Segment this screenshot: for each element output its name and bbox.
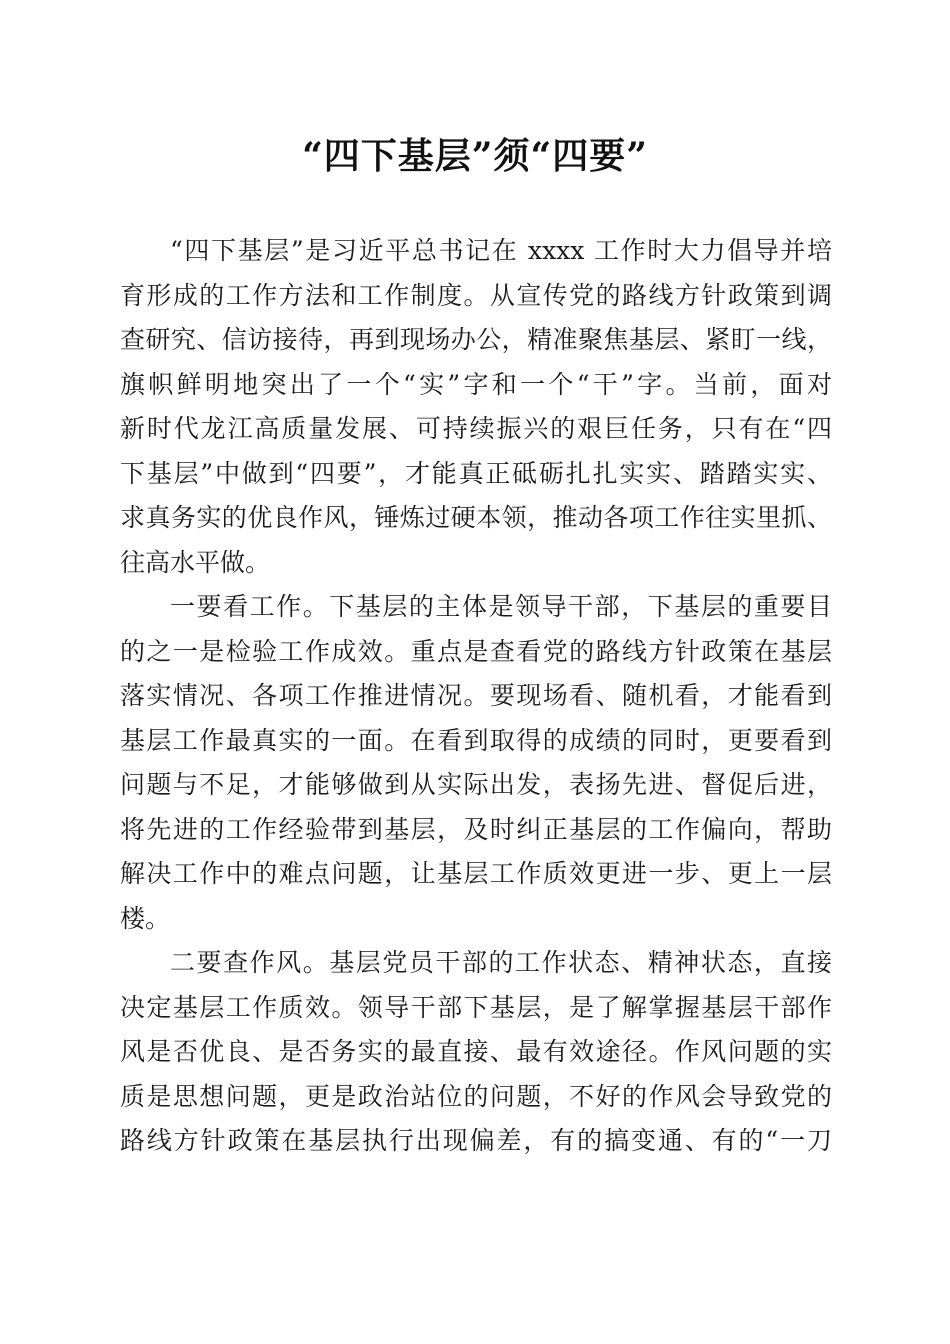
text-line: 基层工作最真实的一面。在看到取得的成绩的同时，更要看到 xyxy=(120,725,832,755)
paragraph-1 xyxy=(120,229,832,585)
text-line: 楼。 xyxy=(120,903,171,933)
text-line: 路线方针政策在基层执行出现偏差，有的搞变通、有的“一刀 xyxy=(120,1126,832,1155)
paragraph-3 xyxy=(120,941,832,1164)
text-line: 二要查作风。基层党员干部的工作状态、精神状态，直接 xyxy=(170,948,832,977)
text-line: 的之一是检验工作成效。重点是查看党的路线方针政策在基层 xyxy=(120,636,832,666)
paragraph-2 xyxy=(120,585,832,941)
text-line: 决定基层工作质效。领导干部下基层，是了解掌握基层干部作 xyxy=(120,992,832,1022)
text-line: 新时代龙江高质量发展、可持续振兴的艰巨任务，只有在“四 xyxy=(120,414,832,443)
text-line: 查研究、信访接待，再到现场办公，精准聚焦基层、紧盯一线， xyxy=(120,325,832,354)
text-line: 求真务实的优良作风，锤炼过硬本领，推动各项工作往实里抓、 xyxy=(120,503,832,532)
document-body xyxy=(120,229,832,1164)
text-line: 质是思想问题，更是政治站位的问题，不好的作风会导致党的 xyxy=(120,1081,832,1111)
text-line: 风是否优良、是否务实的最直接、最有效途径。作风问题的实 xyxy=(120,1037,832,1066)
text-line: 将先进的工作经验带到基层，及时纠正基层的工作偏向，帮助 xyxy=(120,814,832,844)
text-line: 往高水平做。 xyxy=(120,547,271,577)
text-line: 问题与不足，才能够做到从实际出发，表扬先进、督促后进， xyxy=(120,770,832,799)
text-line: 落实情况、各项工作推进情况。要现场看、随机看，才能看到 xyxy=(120,681,832,710)
text-line: 解决工作中的难点问题，让基层工作质效更进一步、更上一层 xyxy=(120,859,832,888)
text-line: 下基层”中做到“四要”，才能真正砥砺扎扎实实、踏踏实实、 xyxy=(120,458,832,488)
text-line: 一要看工作。下基层的主体是领导干部，下基层的重要目 xyxy=(170,592,832,621)
text-line: 育形成的工作方法和工作制度。从宣传党的路线方针政策到调 xyxy=(120,280,832,310)
document-title: “四下基层”须“四要” xyxy=(302,135,648,177)
text-line: “四下基层”是习近平总书记在 xxxx 工作时大力倡导并培 xyxy=(170,236,832,265)
text-line: 旗帜鲜明地突出了一个“实”字和一个“干”字。当前，面对 xyxy=(120,369,832,399)
